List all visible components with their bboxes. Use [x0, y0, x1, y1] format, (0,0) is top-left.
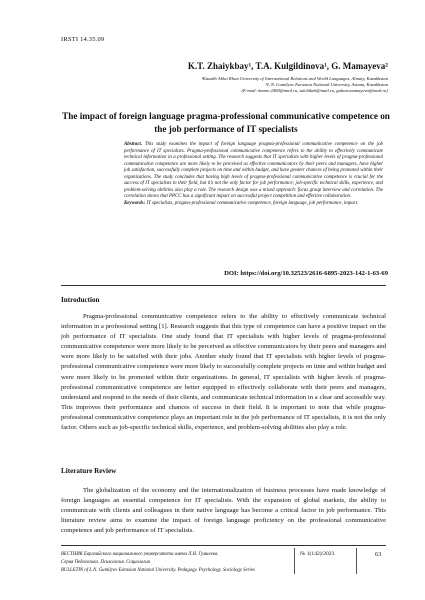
irsti-code: IRSTI 14.35.09 — [61, 36, 105, 43]
page-number: 63 — [375, 551, 382, 558]
affiliations — [58, 76, 388, 95]
keywords-label: Keywords: — [124, 200, 146, 206]
introduction-heading: Introduction — [61, 296, 100, 304]
literature-review-paragraph: The globalization of the economy and the internationalization of business processes have made knowledge of foreign languages an essential competence for IT specialists. With the expansion of global markets, the ability to communicate with clients and colleagues in their native language has become a critical factor in job performance. This literature review aims to examine the impact of foreign language proficiency on the professional communicative competence and job performance of IT specialists. — [61, 487, 386, 535]
issue-number: № 1(142)/2023 — [300, 551, 335, 557]
section-divider — [61, 285, 386, 286]
affiliation-1: ¹Kazakh Ablai Khan University of International Relations and World Languages, Almaty, Kazakhstan — [201, 76, 388, 81]
author-list: K.T. Zhaiykbay¹, T.A. Kulgildinova¹, G. Mamayeva² — [187, 61, 388, 71]
affiliation-2: ²L.N. Gumilyov Eurasian National University, Astana, Kazakhstan — [265, 82, 388, 88]
journal-footer — [61, 551, 291, 575]
literature-review-heading: Literature Review — [61, 467, 117, 475]
footer-divider — [61, 545, 386, 546]
article-title: The impact of foreign language pragma-professional communicative competence on the job performance of IT specialists — [62, 111, 390, 134]
footer-separator-1 — [294, 548, 295, 574]
footer-separator-2 — [356, 548, 357, 574]
keywords-text: IT specialists, pragma-professional communicative competence, foreign language, job performance, impact. — [146, 200, 359, 206]
abstract-block — [124, 142, 383, 207]
author-emails: (E-mail: kamis-2408@mail.ru, tulebikeb@mail.ru, gulnar.mamayeva@mail.ru) — [241, 88, 388, 94]
doi-link[interactable]: DOI: https://doi.org/10.32523/2616-6895-2023-142-1-63-69 — [224, 270, 388, 277]
journal-name-ru-1: ВЕСТНИК Евразийского национального университета имени Л.Н. Гумилева. — [61, 552, 219, 557]
abstract-text: This study examines the impact of foreign language pragma-professional communicative competence on the job performance of IT specialists. Pragma-professional communicative competence refers to the ability to effectively communicate technical information in a professional setting. The research suggests that IT specialists with higher levels of pragma-professional communicative competence are more likely to be perceived as effective communicators by their peers and managers, have higher job satisfaction, successfully complete projects on time and within budget, and have greater chances of being promoted within their organizations. The study concludes that having high levels of pragma-professional communicative competence is crucial for the success of IT specialists in their field, but it’s not the only factor for job performance; job-specific technical skills, experience, and problem-solving abilities also play a role. The research design was a mixed approach: focus group interview and correlation. The correlation shows that PPCC has a significant impact on successful project competition and effective collaboration. — [124, 142, 383, 200]
introduction-paragraph: Pragma-professional communicative competence refers to the ability to effectively communicate technical information in a professional setting [1]. Research suggests that this type of competence can have a positive impact on the job performance of IT specialists. One study found that IT specialists with higher levels of pragma-professional communicative competence were more likely to be perceived as effective communicators by their peers and managers and were more likely to be satisfied with their jobs. Another study found that IT specialists with higher levels of pragma-professional communicative competence were more likely to successfully complete projects on time and within budget and were more likely to be promoted within their organizations. In general, IT specialists with higher levels of pragma-professional communicative competence are better equipped to effectively collaborate with their peers and managers, understand and respond to the needs of their clients, and communicate technical information in a clear and accessible way. This improves their performance and chances of success in their field. It is important to note that while pragma-professional communicative competence plays an important role in the job performance of IT specialists, it is not the only factor. Others such as job-specific technical skills, experience, and problem-solving abilities also play a role. — [61, 313, 387, 432]
journal-name-ru-2: Серия Педагогика. Психология. Социология — [61, 560, 150, 565]
journal-name-en: BULLETIN of L.N. Gumilyov Eurasian National University. Pedagogy. Psychology. Sociology Series — [61, 568, 255, 573]
abstract-label: Abstract. — [124, 142, 143, 147]
